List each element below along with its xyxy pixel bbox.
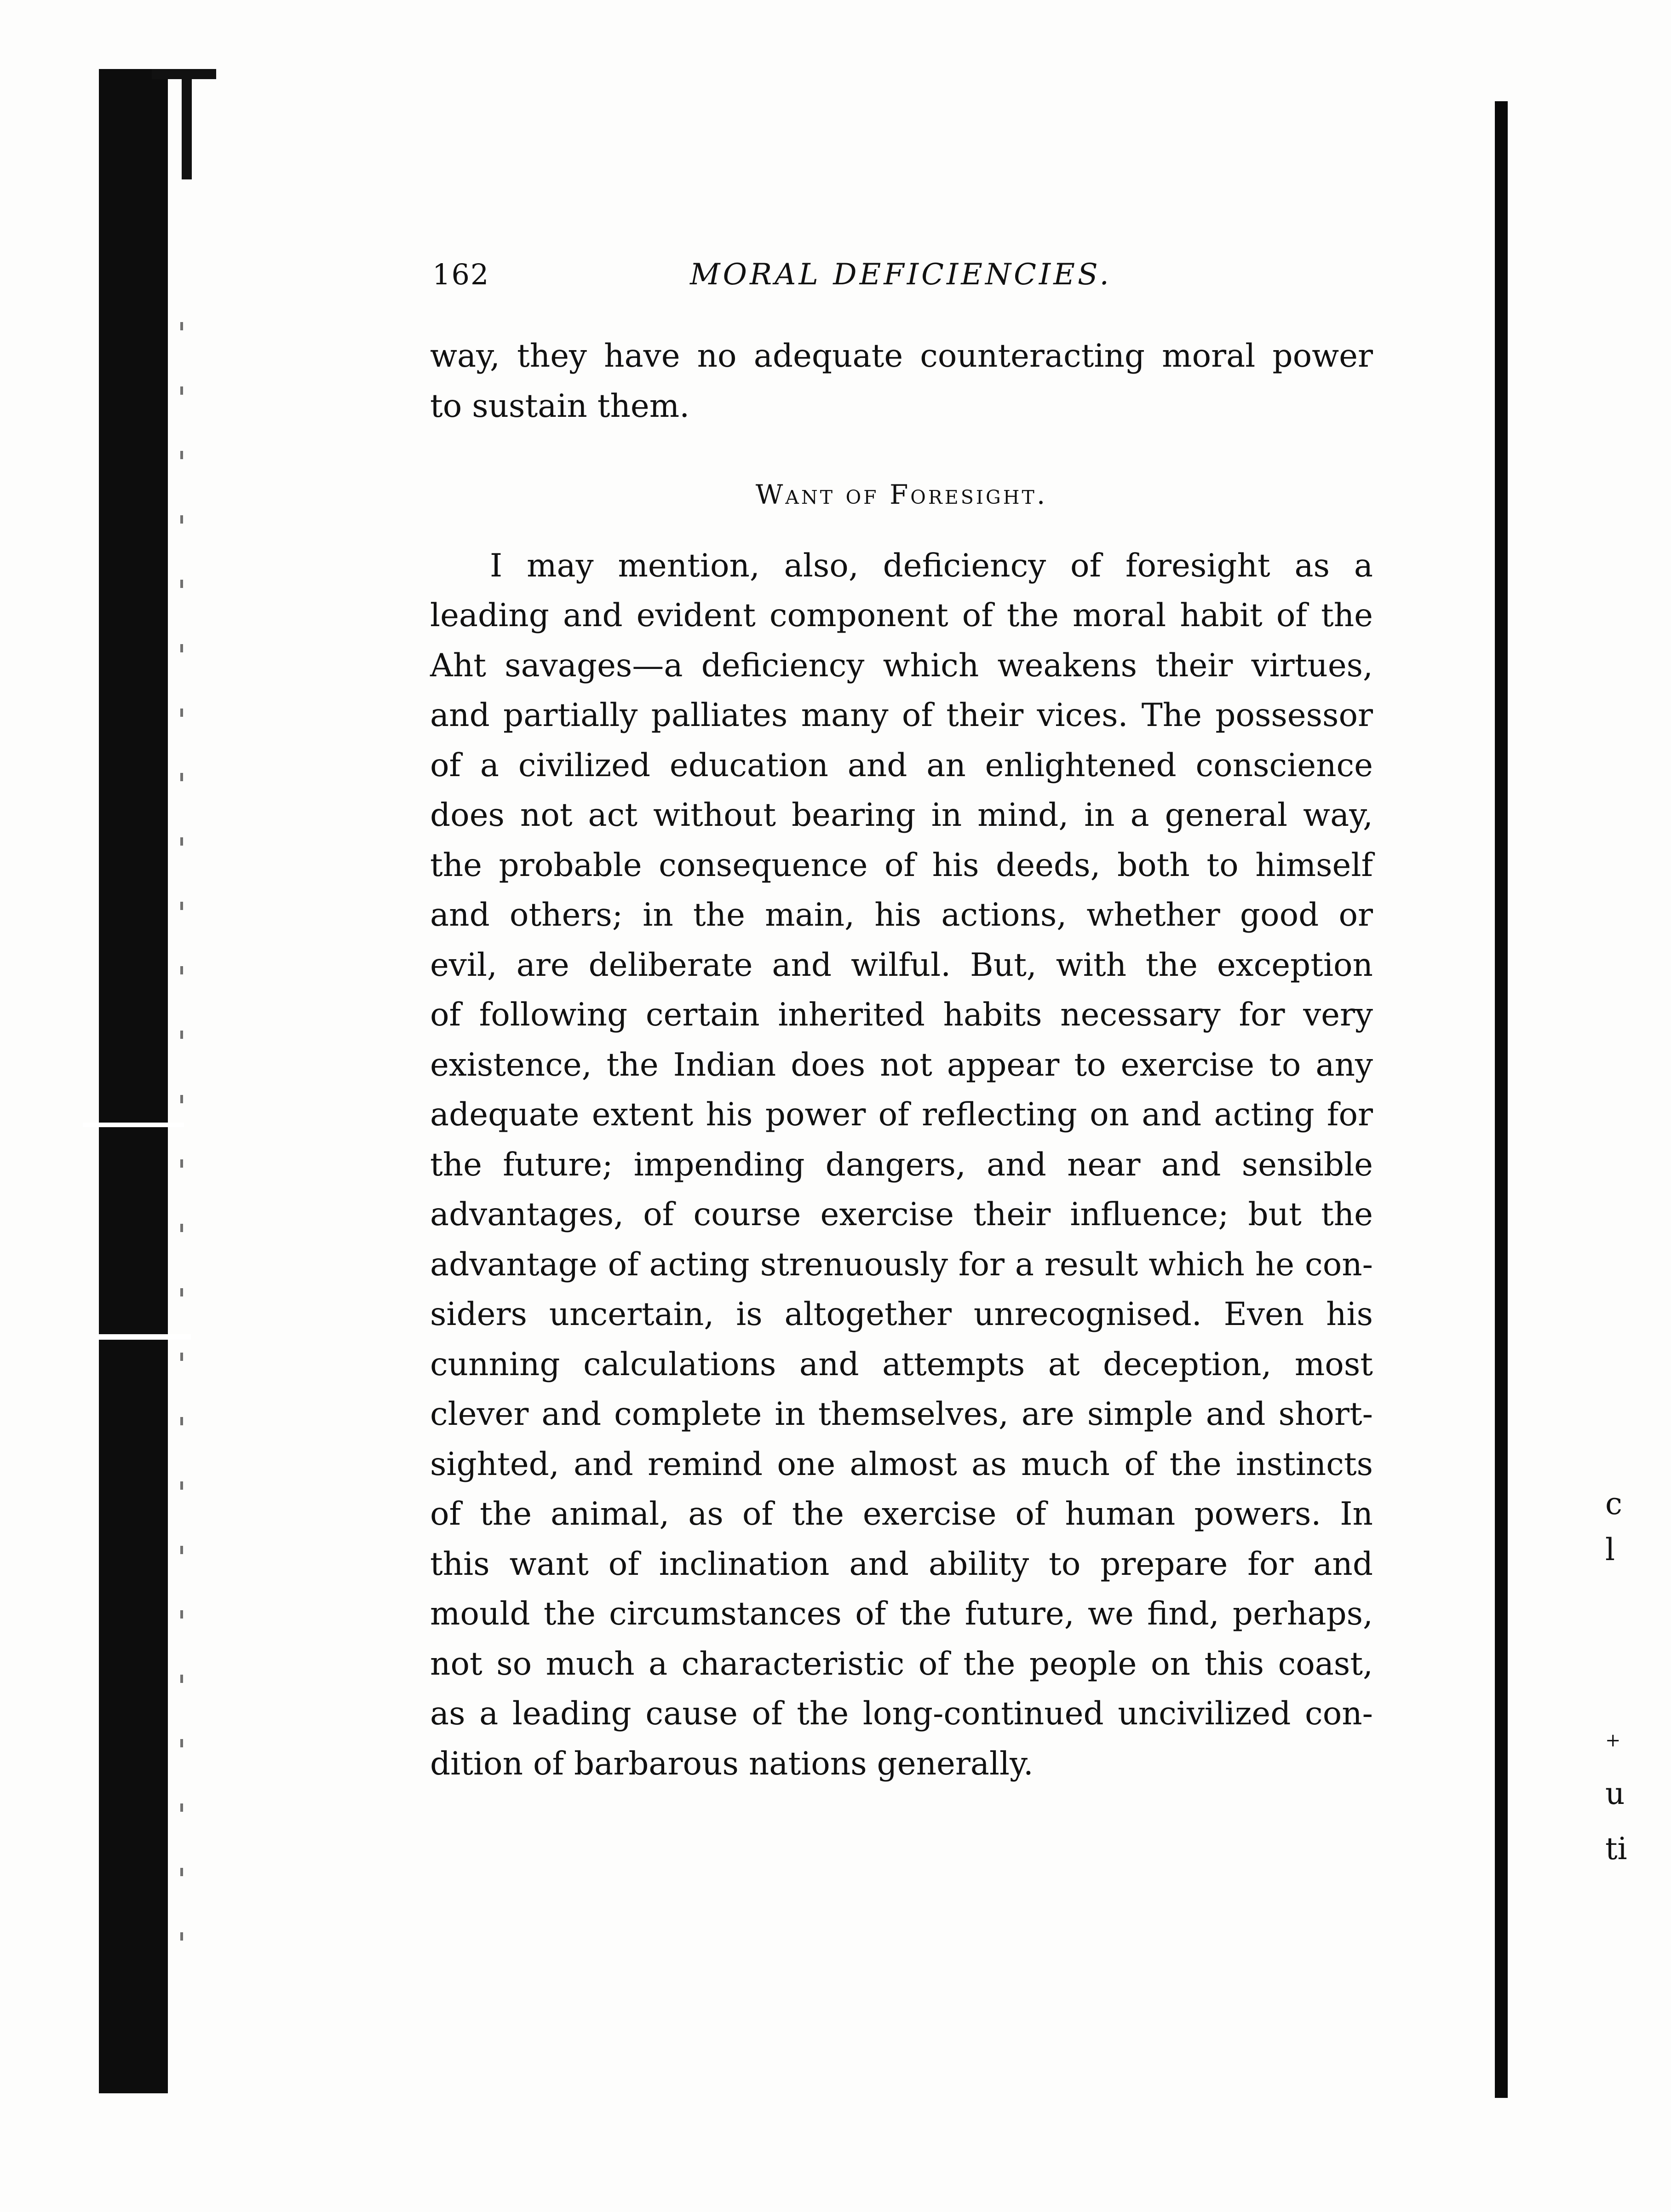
facing-page-fragment: ti — [1605, 1831, 1627, 1866]
text-line: of the animal, as of the exercise of human powers. In — [430, 1496, 1373, 1532]
running-header — [432, 258, 1131, 299]
binding-notch — [99, 1334, 191, 1340]
text-line: the probable consequence of his deeds, both to himself — [430, 847, 1373, 884]
text-line: as a leading cause of the long-continued uncivilized con- — [430, 1695, 1373, 1732]
text-line: and partially palliates many of their vices. The possessor — [430, 697, 1373, 734]
text-line: does not act without bearing in mind, in a general way, — [430, 797, 1373, 834]
scan-specks — [180, 322, 183, 1978]
binding-corner — [182, 69, 192, 179]
text-line: this want of inclination and ability to prepare for and — [430, 1545, 1373, 1583]
text-line: the future; impending dangers, and near and sensible — [430, 1146, 1373, 1183]
text-line: siders uncertain, is altogether unrecognised. Even his — [430, 1296, 1373, 1333]
text-line: not so much a characteristic of the people on this coast, — [430, 1645, 1373, 1682]
body-text — [430, 331, 1373, 1789]
facing-page-fragment: l — [1605, 1532, 1615, 1567]
binding-notch — [83, 1123, 184, 1127]
text-line: Aht savages—a deficiency which weakens their virtues, — [430, 647, 1373, 684]
section-heading: Want of Foresight. — [755, 479, 1048, 510]
facing-page-fragment: + — [1605, 1730, 1621, 1751]
text-line: of following certain inherited habits necessary for very — [430, 997, 1373, 1033]
text-line: advantages, of course exercise their influence; but the — [430, 1196, 1373, 1233]
text-line: clever and complete in themselves, are simple and short- — [430, 1396, 1373, 1433]
text-line: I may mention, also, deficiency of foresight as a — [490, 547, 1373, 584]
text-line: dition of barbarous nations generally. — [430, 1745, 1034, 1782]
binding-shadow-left — [99, 69, 168, 2093]
text-line: of a civilized education and an enlightened conscience — [430, 747, 1373, 784]
text-line: existence, the Indian does not appear to exercise to any — [430, 1046, 1373, 1083]
text-line: leading and evident component of the moral habit of the — [430, 597, 1373, 634]
text-line: adequate extent his power of reflecting on and acting for — [430, 1096, 1373, 1133]
text-line: cunning calculations and attempts at deception, most — [430, 1346, 1373, 1383]
text-line: evil, are deliberate and wilful. But, with the exception — [430, 946, 1373, 984]
text-line: mould the circumstances of the future, we find, perhaps, — [430, 1596, 1373, 1632]
facing-page-fragment: c — [1605, 1486, 1622, 1521]
text-line: and others; in the main, his actions, whether good or — [430, 897, 1373, 933]
text-line: way, they have no adequate counteracting moral power — [430, 338, 1373, 374]
binding-shadow-right — [1495, 101, 1508, 2098]
page-number: 162 — [432, 258, 490, 291]
text-line: sighted, and remind one almost as much of the instincts — [430, 1446, 1373, 1483]
running-title: MORAL DEFICIENCIES. — [690, 258, 1112, 292]
facing-page-fragment: u — [1605, 1776, 1625, 1811]
text-line: to sustain them. — [430, 387, 690, 425]
text-line: advantage of acting strenuously for a result which he con- — [430, 1246, 1373, 1283]
